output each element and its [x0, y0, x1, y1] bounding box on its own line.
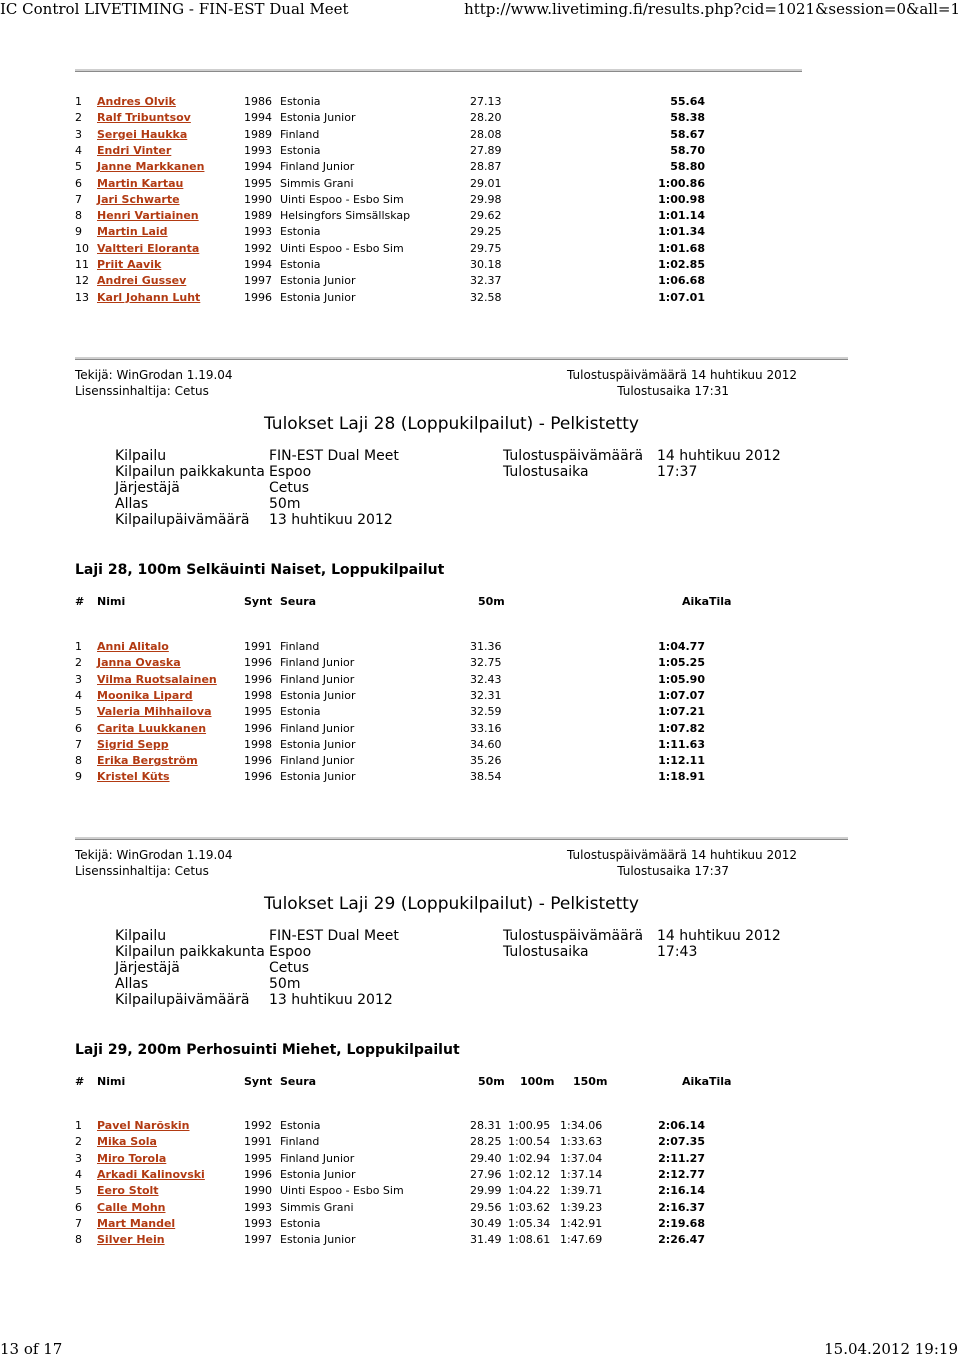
print-header-url: http://www.livetiming.fi/results.php?cid=1021&session=0&all=1 — [464, 0, 960, 18]
split-100-cell: 1:00.95 — [508, 1119, 551, 1132]
split-50-cell: 29.62 — [470, 209, 502, 223]
col-time: Aika — [682, 595, 710, 608]
swimmer-name-link[interactable]: Andres Olvik — [97, 95, 176, 108]
rank-cell: 7 — [75, 1216, 82, 1230]
final-time-cell: 58.70 — [670, 143, 705, 157]
results-column-headers — [75, 1074, 730, 1090]
table-row — [75, 737, 705, 753]
final-time-cell: 2:16.14 — [658, 1184, 705, 1198]
info-value-kilpailu: FIN-EST Dual Meet — [269, 448, 399, 464]
col-year: Synt — [244, 595, 273, 608]
swimmer-name-link[interactable]: Martin Laid — [97, 225, 168, 239]
club-cell: Estonia Junior — [280, 770, 356, 784]
col-club: Seura — [280, 1075, 317, 1088]
rank-cell: 2 — [75, 1135, 82, 1149]
rank-cell: 6 — [75, 176, 82, 190]
club-cell: Estonia — [280, 143, 321, 157]
table-row — [75, 143, 705, 159]
birth-year-cell: 1996 — [244, 1167, 272, 1181]
event-heading: Laji 28, 100m Selkäuinti Naiset, Loppukilpailut — [75, 562, 445, 578]
final-time-cell: 58.80 — [670, 160, 705, 174]
print-header-title: IC Control LIVETIMING - FIN-EST Dual Meet — [0, 0, 349, 18]
birth-year-cell: 1986 — [244, 95, 272, 108]
swimmer-name-link[interactable]: Priit Aavik — [97, 258, 162, 271]
info-label-tulostusaika: Tulostusaika — [503, 464, 589, 480]
rank-cell: 8 — [75, 754, 82, 768]
print-time: Tulostusaika 17:37 — [617, 864, 729, 878]
col-name: Nimi — [97, 1075, 126, 1088]
final-time-cell: 58.67 — [670, 127, 705, 141]
split-50-cell: 30.49 — [470, 1216, 502, 1230]
table-row — [75, 208, 705, 224]
table-row — [75, 257, 705, 273]
info-label-allas: Allas — [115, 496, 149, 512]
rank-cell: 12 — [75, 274, 89, 288]
col-split-100: 100m — [520, 1075, 555, 1088]
col-club: Seura — [280, 595, 317, 608]
swimmer-name-link[interactable]: Valtteri Eloranta — [97, 241, 200, 255]
split-50-cell: 27.96 — [470, 1167, 502, 1181]
final-time-cell: 1:00.86 — [658, 176, 705, 190]
split-100-cell: 1:04.22 — [508, 1184, 551, 1198]
birth-year-cell: 1994 — [244, 111, 272, 125]
rank-cell: 10 — [75, 241, 89, 255]
info-label-paikka: Kilpailun paikkakunta — [115, 464, 265, 480]
info-value-kilpailu: FIN-EST Dual Meet — [269, 928, 399, 944]
split-50-cell: 29.40 — [470, 1151, 502, 1165]
rank-cell: 1 — [75, 640, 82, 653]
rank-cell: 2 — [75, 111, 82, 125]
table-row — [75, 1151, 705, 1167]
split-50-cell: 29.56 — [470, 1200, 502, 1214]
club-cell: Estonia Junior — [280, 111, 356, 125]
birth-year-cell: 1991 — [244, 1135, 272, 1149]
table-row — [75, 1200, 705, 1216]
section-divider — [75, 837, 848, 840]
info-label-kilpailupvm: Kilpailupäivämäärä — [115, 512, 250, 528]
swimmer-name-link[interactable]: Anni Alitalo — [97, 640, 169, 653]
birth-year-cell: 1989 — [244, 127, 272, 141]
swimmer-name-link[interactable]: Martin Kartau — [97, 176, 184, 190]
swimmer-name-link[interactable]: Henri Vartiainen — [97, 209, 199, 223]
section-divider — [75, 357, 848, 360]
birth-year-cell: 1995 — [244, 705, 272, 719]
club-cell: Estonia Junior — [280, 290, 356, 304]
info-label-tulostuspvm: Tulostuspäivämäärä — [503, 928, 644, 944]
table-row — [75, 672, 705, 688]
split-50-cell: 32.58 — [470, 290, 502, 304]
rank-cell: 2 — [75, 656, 82, 670]
split-50-cell: 32.59 — [470, 705, 502, 719]
swimmer-name-link[interactable]: Jari Schwarte — [97, 192, 180, 206]
split-50-cell: 29.98 — [470, 192, 502, 206]
event-heading: Laji 29, 200m Perhosuinti Miehet, Loppukilpailut — [75, 1042, 460, 1058]
licence-holder: Lisenssinhaltija: Cetus — [75, 384, 209, 398]
birth-year-cell: 1992 — [244, 241, 272, 255]
swimmer-name-link[interactable]: Mart Mandel — [97, 1216, 176, 1230]
split-150-cell: 1:42.91 — [560, 1216, 603, 1230]
table-row — [75, 639, 705, 655]
swimmer-name-link[interactable]: Andrei Gussev — [97, 274, 187, 288]
licence-holder: Lisenssinhaltija: Cetus — [75, 864, 209, 878]
table-row — [75, 94, 705, 110]
rank-cell: 4 — [75, 143, 82, 157]
rank-cell: 7 — [75, 737, 82, 751]
split-50-cell: 38.54 — [470, 770, 502, 784]
split-50-cell: 32.43 — [470, 672, 502, 686]
rank-cell: 6 — [75, 1200, 82, 1214]
split-50-cell: 29.25 — [470, 225, 502, 239]
split-50-cell: 29.01 — [470, 176, 502, 190]
birth-year-cell: 1996 — [244, 656, 272, 670]
section-divider — [75, 69, 802, 72]
info-value-kilpailupvm: 13 huhtikuu 2012 — [269, 512, 393, 528]
swimmer-name-link[interactable]: Silver Hein — [97, 1233, 165, 1247]
swimmer-name-link[interactable]: Eero Stolt — [97, 1184, 159, 1198]
table-row — [75, 1118, 705, 1134]
print-footer-datetime: 15.04.2012 19:19 — [824, 1340, 958, 1358]
split-50-cell: 31.49 — [470, 1233, 502, 1247]
table-row — [75, 224, 705, 240]
split-100-cell: 1:08.61 — [508, 1233, 551, 1247]
club-cell: Finland — [280, 640, 320, 653]
rank-cell: 5 — [75, 1184, 82, 1198]
final-time-cell: 1:01.14 — [658, 209, 705, 223]
split-50-cell: 30.18 — [470, 258, 502, 271]
final-time-cell: 1:05.25 — [658, 656, 705, 670]
table-row — [75, 127, 705, 143]
print-footer-page-counter: 13 of 17 — [0, 1340, 63, 1358]
birth-year-cell: 1993 — [244, 1216, 272, 1230]
swimmer-name-link[interactable]: Ralf Tribuntsov — [97, 111, 191, 125]
final-time-cell: 1:07.21 — [658, 705, 705, 719]
rank-cell: 6 — [75, 721, 82, 735]
table-row — [75, 1183, 705, 1199]
final-time-cell: 1:11.63 — [658, 737, 705, 751]
birth-year-cell: 1993 — [244, 143, 272, 157]
club-cell: Finland — [280, 1135, 320, 1149]
rank-cell: 9 — [75, 770, 82, 784]
rank-cell: 1 — [75, 1119, 82, 1132]
table-row — [75, 273, 705, 289]
birth-year-cell: 1995 — [244, 176, 272, 190]
club-cell: Estonia — [280, 705, 321, 719]
swimmer-name-link[interactable]: Mika Sola — [97, 1135, 157, 1149]
split-150-cell: 1:39.71 — [560, 1184, 603, 1198]
split-150-cell: 1:33.63 — [560, 1135, 603, 1149]
table-row — [75, 1232, 705, 1248]
split-150-cell: 1:37.14 — [560, 1167, 603, 1181]
split-50-cell: 28.20 — [470, 111, 502, 125]
swimmer-name-link[interactable]: Miro Torola — [97, 1151, 167, 1165]
birth-year-cell: 1991 — [244, 640, 272, 653]
swimmer-name-link[interactable]: Endri Vinter — [97, 143, 172, 157]
split-50-cell: 28.08 — [470, 127, 502, 141]
split-50-cell: 27.13 — [470, 95, 502, 108]
page-title: Tulokset Laji 29 (Loppukilpailut) - Pelkistetty — [264, 894, 639, 914]
swimmer-name-link[interactable]: Arkadi Kalinovski — [97, 1167, 205, 1181]
rank-cell: 3 — [75, 672, 82, 686]
swimmer-name-link[interactable]: Calle Mohn — [97, 1200, 166, 1214]
split-100-cell: 1:05.34 — [508, 1216, 551, 1230]
club-cell: Helsingfors Simsällskap — [280, 209, 411, 223]
final-time-cell: 1:01.34 — [658, 225, 705, 239]
final-time-cell: 2:11.27 — [658, 1151, 705, 1165]
birth-year-cell: 1997 — [244, 1233, 272, 1247]
col-status: Tila — [709, 1075, 732, 1088]
print-date: Tulostuspäivämäärä 14 huhtikuu 2012 — [567, 848, 797, 862]
club-cell: Estonia Junior — [280, 1233, 356, 1247]
swimmer-name-link[interactable]: Moonika Lipard — [97, 688, 193, 702]
rank-cell: 8 — [75, 209, 82, 223]
birth-year-cell: 1996 — [244, 721, 272, 735]
table-row — [75, 769, 705, 785]
club-cell: Uinti Espoo - Esbo Sim — [280, 192, 404, 206]
club-cell: Estonia Junior — [280, 274, 356, 288]
split-50-cell: 29.75 — [470, 241, 502, 255]
birth-year-cell: 1989 — [244, 209, 272, 223]
info-value-kilpailupvm: 13 huhtikuu 2012 — [269, 992, 393, 1008]
split-50-cell: 28.87 — [470, 160, 502, 174]
info-label-kilpailu: Kilpailu — [115, 928, 167, 944]
swimmer-name-link[interactable]: Pavel Narõskin — [97, 1119, 190, 1132]
col-status: Tila — [709, 595, 732, 608]
final-time-cell: 55.64 — [670, 95, 705, 108]
info-value-tulostuspvm: 14 huhtikuu 2012 — [657, 448, 781, 464]
col-split-150: 150m — [573, 1075, 608, 1088]
birth-year-cell: 1996 — [244, 290, 272, 304]
table-row — [75, 241, 705, 257]
birth-year-cell: 1990 — [244, 1184, 272, 1198]
split-50-cell: 32.75 — [470, 656, 502, 670]
info-label-jarjestaja: Järjestäjä — [115, 480, 180, 496]
table-row — [75, 1167, 705, 1183]
club-cell: Finland Junior — [280, 721, 355, 735]
club-cell: Finland Junior — [280, 656, 355, 670]
club-cell: Estonia Junior — [280, 688, 356, 702]
swimmer-name-link[interactable]: Janne Markkanen — [97, 160, 205, 174]
club-cell: Uinti Espoo - Esbo Sim — [280, 241, 404, 255]
split-150-cell: 1:37.04 — [560, 1151, 603, 1165]
final-time-cell: 2:07.35 — [658, 1135, 705, 1149]
final-time-cell: 1:07.01 — [658, 290, 705, 304]
table-row — [75, 688, 705, 704]
final-time-cell: 1:06.68 — [658, 274, 705, 288]
final-time-cell: 1:18.91 — [658, 770, 705, 784]
rank-cell: 4 — [75, 1167, 82, 1181]
split-100-cell: 1:03.62 — [508, 1200, 551, 1214]
info-value-allas: 50m — [269, 496, 301, 512]
info-value-paikka: Espoo — [269, 944, 312, 960]
final-time-cell: 2:16.37 — [658, 1200, 705, 1214]
info-label-kilpailupvm: Kilpailupäivämäärä — [115, 992, 250, 1008]
final-time-cell: 1:07.82 — [658, 721, 705, 735]
rank-cell: 11 — [75, 258, 89, 271]
club-cell: Simmis Grani — [280, 176, 354, 190]
swimmer-name-link[interactable]: Vilma Ruotsalainen — [97, 672, 217, 686]
info-value-jarjestaja: Cetus — [269, 960, 310, 976]
final-time-cell: 58.38 — [670, 111, 705, 125]
rank-cell: 4 — [75, 688, 82, 702]
birth-year-cell: 1996 — [244, 754, 272, 768]
birth-year-cell: 1996 — [244, 770, 272, 784]
split-50-cell: 34.60 — [470, 737, 502, 751]
final-time-cell: 1:01.68 — [658, 241, 705, 255]
split-150-cell: 1:34.06 — [560, 1119, 603, 1132]
club-cell: Estonia Junior — [280, 737, 356, 751]
club-cell: Finland Junior — [280, 160, 355, 174]
info-value-tulostuspvm: 14 huhtikuu 2012 — [657, 928, 781, 944]
split-100-cell: 1:02.94 — [508, 1151, 551, 1165]
club-cell: Finland Junior — [280, 754, 355, 768]
final-time-cell: 2:26.47 — [658, 1233, 705, 1247]
birth-year-cell: 1990 — [244, 192, 272, 206]
info-label-kilpailu: Kilpailu — [115, 448, 167, 464]
split-50-cell: 27.89 — [470, 143, 502, 157]
club-cell: Uinti Espoo - Esbo Sim — [280, 1184, 404, 1198]
table-row — [75, 1134, 705, 1150]
club-cell: Finland Junior — [280, 672, 355, 686]
table-row — [75, 110, 705, 126]
birth-year-cell: 1994 — [244, 160, 272, 174]
final-time-cell: 2:19.68 — [658, 1216, 705, 1230]
info-value-jarjestaja: Cetus — [269, 480, 310, 496]
club-cell: Estonia Junior — [280, 1167, 356, 1181]
birth-year-cell: 1996 — [244, 672, 272, 686]
table-row — [75, 176, 705, 192]
print-date: Tulostuspäivämäärä 14 huhtikuu 2012 — [567, 368, 797, 382]
table-row — [75, 192, 705, 208]
club-cell: Finland Junior — [280, 1151, 355, 1165]
results-column-headers — [75, 594, 730, 610]
rank-cell: 8 — [75, 1233, 82, 1247]
table-row — [75, 721, 705, 737]
birth-year-cell: 1994 — [244, 258, 272, 271]
swimmer-name-link[interactable]: Sergei Haukka — [97, 127, 188, 141]
split-100-cell: 1:00.54 — [508, 1135, 551, 1149]
rank-cell: 3 — [75, 127, 82, 141]
split-50-cell: 32.37 — [470, 274, 502, 288]
split-150-cell: 1:47.69 — [560, 1233, 603, 1247]
birth-year-cell: 1995 — [244, 1151, 272, 1165]
table-row — [75, 704, 705, 720]
info-label-paikka: Kilpailun paikkakunta — [115, 944, 265, 960]
rank-cell: 5 — [75, 160, 82, 174]
col-name: Nimi — [97, 595, 126, 608]
final-time-cell: 2:06.14 — [658, 1119, 705, 1132]
birth-year-cell: 1993 — [244, 1200, 272, 1214]
rank-cell: 1 — [75, 95, 82, 108]
table-row — [75, 753, 705, 769]
swimmer-name-link[interactable]: Carita Luukkanen — [97, 721, 207, 735]
split-50-cell: 28.25 — [470, 1135, 502, 1149]
col-rank: # — [75, 595, 85, 608]
swimmer-name-link[interactable]: Erika Bergström — [97, 754, 198, 768]
col-split-50: 50m — [478, 595, 505, 608]
table-row — [75, 1216, 705, 1232]
print-time: Tulostusaika 17:31 — [617, 384, 729, 398]
club-cell: Finland — [280, 127, 320, 141]
split-100-cell: 1:02.12 — [508, 1167, 551, 1181]
rank-cell: 13 — [75, 290, 89, 304]
club-cell: Estonia — [280, 95, 321, 108]
split-50-cell: 28.31 — [470, 1119, 502, 1132]
col-time: Aika — [682, 1075, 710, 1088]
software-credit: Tekijä: WinGrodan 1.19.04 — [75, 368, 233, 382]
split-50-cell: 29.99 — [470, 1184, 502, 1198]
club-cell: Estonia — [280, 1119, 321, 1132]
final-time-cell: 1:00.98 — [658, 192, 705, 206]
rank-cell: 5 — [75, 705, 82, 719]
split-50-cell: 33.16 — [470, 721, 502, 735]
info-label-allas: Allas — [115, 976, 149, 992]
info-value-allas: 50m — [269, 976, 301, 992]
split-50-cell: 35.26 — [470, 754, 502, 768]
final-time-cell: 1:07.07 — [658, 688, 705, 702]
software-credit: Tekijä: WinGrodan 1.19.04 — [75, 848, 233, 862]
swimmer-name-link[interactable]: Sigrid Sepp — [97, 737, 169, 751]
swimmer-name-link[interactable]: Kristel Küts — [97, 770, 170, 784]
birth-year-cell: 1998 — [244, 737, 272, 751]
col-rank: # — [75, 1075, 85, 1088]
info-label-tulostuspvm: Tulostuspäivämäärä — [503, 448, 644, 464]
split-150-cell: 1:39.23 — [560, 1200, 603, 1214]
info-value-paikka: Espoo — [269, 464, 312, 480]
table-row — [75, 159, 705, 175]
final-time-cell: 1:02.85 — [658, 258, 705, 271]
col-split-50: 50m — [478, 1075, 505, 1088]
info-label-tulostusaika: Tulostusaika — [503, 944, 589, 960]
rank-cell: 9 — [75, 225, 82, 239]
swimmer-name-link[interactable]: Janna Ovaska — [97, 656, 181, 670]
final-time-cell: 1:05.90 — [658, 672, 705, 686]
birth-year-cell: 1997 — [244, 274, 272, 288]
birth-year-cell: 1992 — [244, 1119, 272, 1132]
table-row — [75, 655, 705, 671]
info-value-tulostusaika: 17:43 — [657, 944, 698, 960]
info-label-jarjestaja: Järjestäjä — [115, 960, 180, 976]
info-value-tulostusaika: 17:37 — [657, 464, 698, 480]
table-row — [75, 290, 705, 306]
rank-cell: 3 — [75, 1151, 82, 1165]
club-cell: Estonia — [280, 1216, 321, 1230]
final-time-cell: 1:04.77 — [658, 640, 705, 653]
club-cell: Simmis Grani — [280, 1200, 354, 1214]
split-50-cell: 32.31 — [470, 688, 502, 702]
rank-cell: 7 — [75, 192, 82, 206]
club-cell: Estonia — [280, 258, 321, 271]
swimmer-name-link[interactable]: Valeria Mihhailova — [97, 705, 212, 719]
page-title: Tulokset Laji 28 (Loppukilpailut) - Pelkistetty — [264, 414, 639, 434]
birth-year-cell: 1998 — [244, 688, 272, 702]
final-time-cell: 1:12.11 — [658, 754, 705, 768]
birth-year-cell: 1993 — [244, 225, 272, 239]
club-cell: Estonia — [280, 225, 321, 239]
swimmer-name-link[interactable]: Karl Johann Luht — [97, 290, 201, 304]
col-year: Synt — [244, 1075, 273, 1088]
final-time-cell: 2:12.77 — [658, 1167, 705, 1181]
split-50-cell: 31.36 — [470, 640, 502, 653]
